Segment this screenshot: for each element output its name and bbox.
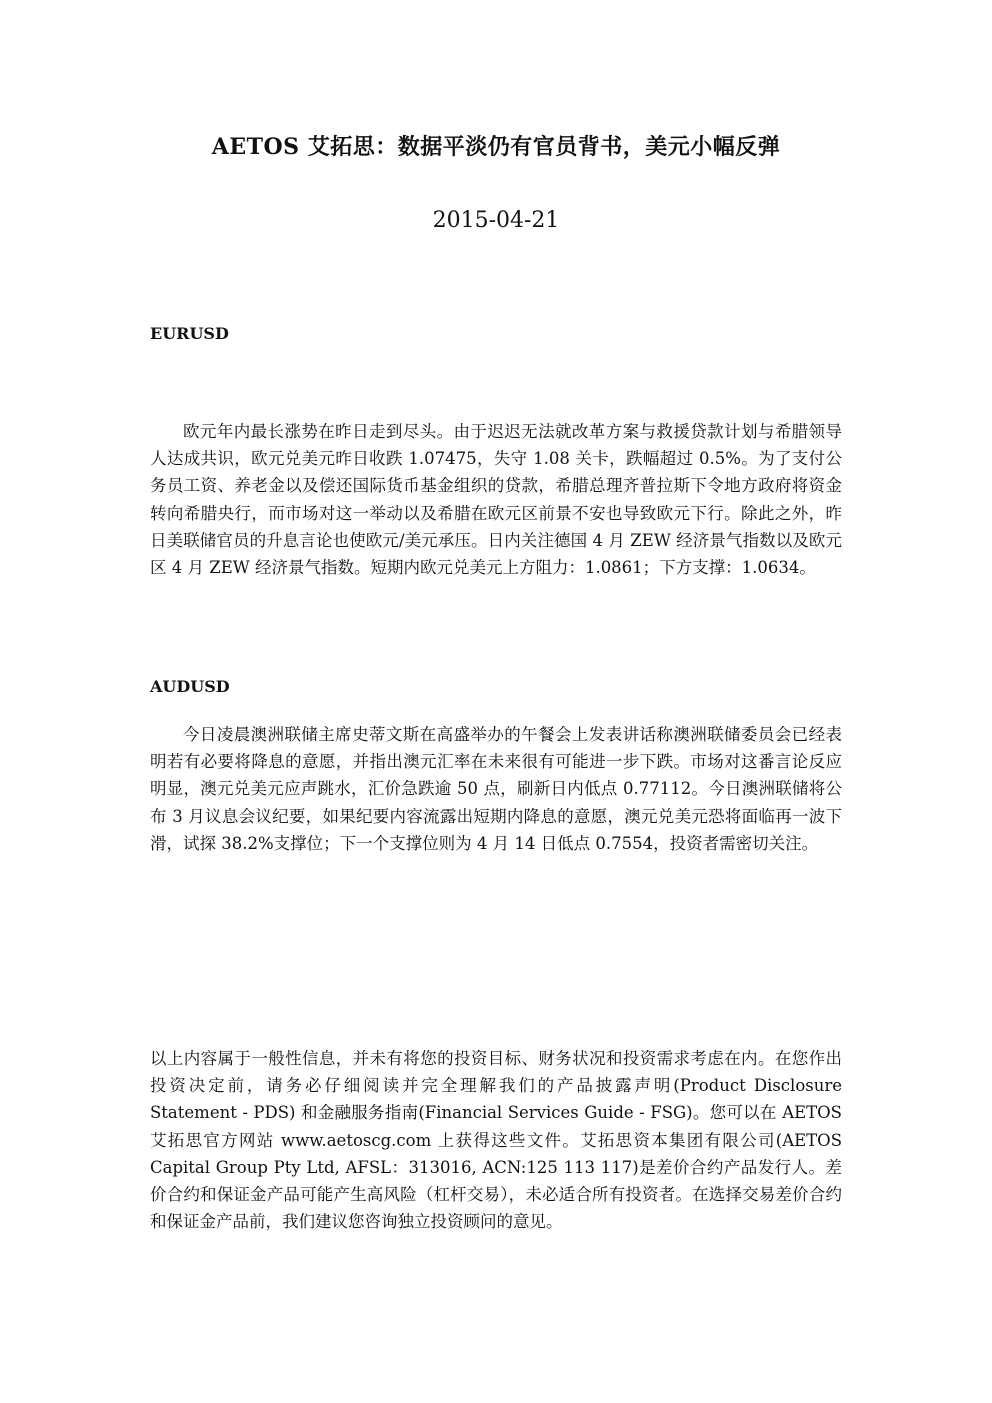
section-body-eurusd: 欧元年内最长涨势在昨日走到尽头。由于迟迟无法就改革方案与救援贷款计划与希腊领导人达成共识，欧元兑美元昨日收跌 1.07475，失守 1.08 关卡，跌幅超过 0.5%。为了支付公务员工资、养老金以及偿还国际货币基金组织的贷款，希腊总理齐普拉斯下令地方政府将资金转向希腊央行，而市场对这一举动以及希腊在欧元区前景不安也导致欧元下行。除此之外，昨日美联储官员的升息言论也使欧元/美元承压。日内关注德国 4 月 ZEW 经济景气指数以及欧元区 4 月 ZEW 经济景气指数。短期内欧元兑美元上方阻力：1.0861；下方支撑：1.0634。 bbox=[150, 422, 842, 578]
document-title: AETOS 艾拓思：数据平淡仍有官员背书，美元小幅反弹 bbox=[211, 134, 781, 160]
document-date: 2015-04-21 bbox=[432, 208, 560, 233]
disclaimer-text: 以上内容属于一般性信息，并未有将您的投资目标、财务状况和投资需求考虑在内。在您作出投资决定前，请务必仔细阅读并完全理解我们的产品披露声明(Product Disclosure Statement - PDS) 和金融服务指南(Financial Services Guide - FSG)。您可以在 AETOS 艾拓思官方网站 www.aetoscg.com 上获得这些文件。艾拓思资本集团有限公司(AETOS Capital Group Pty Ltd, AFSL：313016, ACN:125 113 117)是差价合约产品发行人。差价合约和保证金产品可能产生高风险（杠杆交易），未必适合所有投资者。在选择交易差价合约和保证金产品前，我们建议您咨询独立投资顾问的意见。 bbox=[150, 1049, 842, 1232]
section-heading-audusd: AUDUSD bbox=[150, 677, 230, 696]
section-heading-eurusd: EURUSD bbox=[150, 324, 229, 343]
section-body-audusd: 今日凌晨澳洲联储主席史蒂文斯在高盛举办的午餐会上发表讲话称澳洲联储委员会已经表明若有必要将降息的意愿，并指出澳元汇率在未来很有可能进一步下跌。市场对这番言论反应明显，澳元兑美元应声跳水，汇价急跌逾 50 点，刷新日内低点 0.77112。今日澳洲联储将公布 3 月议息会议纪要，如果纪要内容流露出短期内降息的意愿，澳元兑美元恐将面临再一波下滑，试探 38.2%支撑位；下一个支撑位则为 4 月 14 日低点 0.7554，投资者需密切关注。 bbox=[150, 725, 842, 853]
